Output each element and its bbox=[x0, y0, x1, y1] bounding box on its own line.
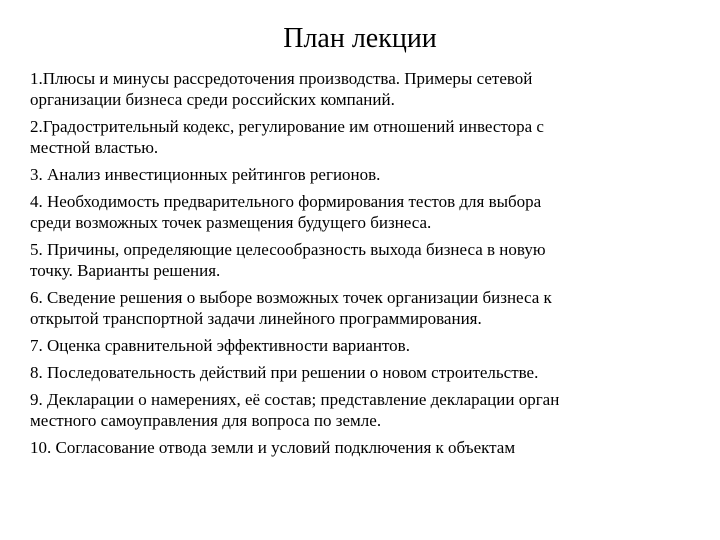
list-item-2-line-1: 2.Градостритeльный кодекс, регулирование им отношений инвестора с bbox=[30, 117, 544, 136]
list-item-4 bbox=[30, 191, 710, 233]
list-item-6-line-1: 6. Сведение решения о выборе возможных точек организации бизнеса к bbox=[30, 288, 552, 307]
list-item-7 bbox=[30, 335, 710, 356]
list-item-10-line-1: 10. Согласование отвода земли и условий подключения к объектам bbox=[30, 438, 516, 457]
list-item-1-line-1: 1.Плюсы и минусы рассредоточения производства. Примеры сетевой bbox=[30, 69, 533, 88]
list-item-3-line-1: 3. Анализ инвестиционных рейтингов регионов. bbox=[30, 165, 381, 184]
list-item-3 bbox=[30, 164, 710, 185]
list-item-1-line-2: организации бизнеса среди российских компаний. bbox=[30, 90, 395, 109]
list-item-4-line-1: 4. Необходимость предварительного формирования тестов для выбора bbox=[30, 192, 542, 211]
list-item-2 bbox=[30, 116, 710, 158]
list-item-1 bbox=[30, 68, 710, 110]
list-item-5-line-1: 5. Причины, определяющие целесообразность выхода бизнеса в новую bbox=[30, 240, 546, 259]
slide-title: План лекции bbox=[283, 23, 437, 54]
lecture-plan-list bbox=[30, 68, 710, 464]
list-item-9 bbox=[30, 389, 710, 431]
list-item-9-line-1: 9. Декларации о намерениях, её состав; представление декларации орган bbox=[30, 390, 560, 409]
list-item-8 bbox=[30, 362, 710, 383]
list-item-6-line-2: открытой транспортной задачи линейного программирования. bbox=[30, 309, 482, 328]
list-item-8-line-1: 8. Последовательность действий при решении о новом строительстве. bbox=[30, 363, 539, 382]
list-item-5 bbox=[30, 239, 710, 281]
list-item-9-line-2: местного самоуправления для вопроса по земле. bbox=[30, 411, 382, 430]
list-item-6 bbox=[30, 287, 710, 329]
list-item-7-line-1: 7. Оценка сравнительной эффективности вариантов. bbox=[30, 336, 410, 355]
list-item-2-line-2: местной властью. bbox=[30, 138, 159, 157]
list-item-4-line-2: среди возможных точек размещения будущего бизнеса. bbox=[30, 213, 432, 232]
list-item-10 bbox=[30, 437, 710, 458]
list-item-5-line-2: точку. Варианты решения. bbox=[30, 261, 221, 280]
